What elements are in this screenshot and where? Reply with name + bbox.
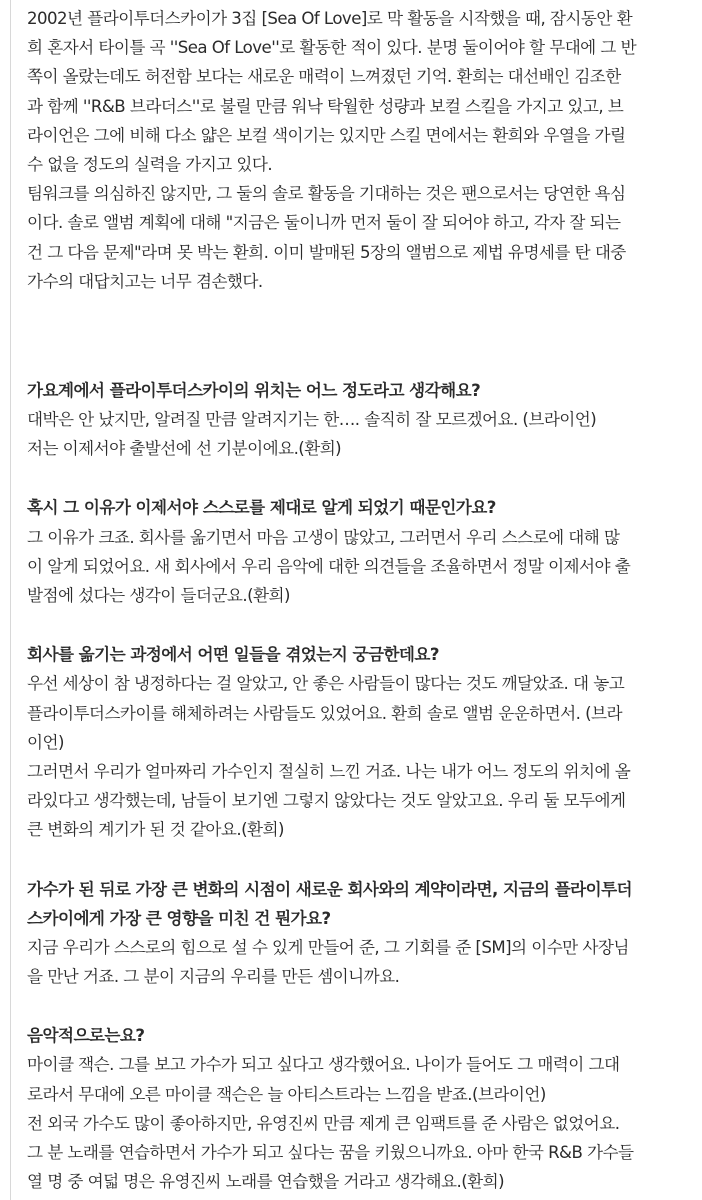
answer-line: 발점에 섰다는 생각이 들더군요.(환희) [27,586,290,605]
question-line: 회사를 옮기는 과정에서 어떤 일들을 겪었는지 궁금한데요? [27,645,439,665]
interview-question [27,875,699,933]
interview-question [27,1021,699,1050]
answer-line: 전 외국 가수도 많이 좋아하지만, 유영진씨 만큼 제게 큰 임팩트를 준 사람은 없었어요. [27,1113,620,1133]
interview-answer [27,1050,699,1196]
article-body [27,4,699,1196]
question-line: 음악적으로는요? [27,1026,145,1046]
interview-question [27,493,699,522]
qa-block-2 [27,493,699,610]
answer-line: 대박은 안 났지만, 알려질 만큼 알려지기는 한…. 솔직히 잘 모르겠어요. (브라이언) [27,410,597,430]
interview-question [27,640,699,669]
interview-answer [27,933,699,991]
answer-line: 그 분 노래를 연습하면서 가수가 되고 싶다는 꿈을 키웠으니까요. 아마 한국 R&B 가수들 [27,1143,634,1162]
left-margin-rule [10,0,11,1200]
answer-line: 마이클 잭슨. 그를 보고 가수가 되고 싶다고 생각했어요. 나이가 들어도 그 매력이 그대 [27,1055,620,1075]
intro-line: 라이언은 그에 비해 다소 얇은 보컬 색이기는 있지만 스킬 면에서는 환희와 우열을 가릴 [27,125,626,145]
interview-answer [27,669,699,844]
intro-line: 수 없을 정도의 실력을 가지고 있다. [27,154,273,174]
intro-line: 건 그 다음 문제"라며 못 박는 환희. 이미 발매된 5장의 앨범으로 제법 유명세를 탄 대중 [27,242,626,262]
interview-answer [27,405,699,463]
answer-line: 저는 이제서야 출발선에 선 기분이에요.(환희) [27,439,342,459]
answer-line: 플라이투더스카이를 해체하려는 사람들도 있었어요. 환희 솔로 앨범 운운하면서. (브라 [27,703,622,723]
answer-line: 이언) [27,732,64,752]
answer-line: 그 이유가 크죠. 회사를 옮기면서 마음 고생이 많았고, 그러면서 우리 스스로에 대해 많 [27,527,620,547]
qa-block-1 [27,376,699,464]
answer-line: 큰 변화의 계기가 된 것 같아요.(환희) [27,820,284,840]
intro-line: 팀워크를 의심하진 않지만, 그 둘의 솔로 활동을 기대하는 것은 팬으로서는 당연한 욕심 [27,184,626,204]
answer-line: 그러면서 우리가 얼마짜리 가수인지 절실히 느낀 거죠. 나는 내가 어느 정도의 위치에 올 [27,761,631,781]
answer-line: 이 알게 되었어요. 새 회사에서 우리 음악에 대한 의견들을 조율하면서 정말 이제서야 출 [27,556,631,576]
qa-block-3 [27,640,699,844]
intro-line: 이다. 솔로 앨범 계획에 대해 "지금은 둘이니까 먼저 둘이 잘 되어야 하고, 각자 잘 되는 [27,213,621,233]
intro-line: 희 혼자서 타이틀 곡 ''Sea Of Love''로 활동한 적이 있다. 분명 둘이어야 할 무대에 그 반 [27,38,637,58]
question-line: 가수가 된 뒤로 가장 큰 변화의 시점이 새로운 회사와의 계약이라면, 지금의 플라이투더 [27,879,633,899]
intro-line: 가수의 대답치고는 너무 겸손했다. [27,271,263,291]
intro-line: 쪽이 올랐는데도 허전함 보다는 새로운 매력이 느껴졌던 기억. 환희는 대선배인 김조한 [27,67,621,87]
answer-line: 열 명 중 여덟 명은 유영진씨 노래를 연습했을 거라고 생각해요.(환희) [27,1172,505,1192]
interview-answer [27,523,699,611]
intro-line: 과 함께 ''R&B 브라더스''로 불릴 만큼 워낙 탁월한 성량과 보컬 스킬을 가지고 있고, 브 [27,96,624,116]
question-line: 스카이에게 가장 큰 영향을 미친 건 뭔가요? [27,908,331,928]
answer-line: 을 만난 거죠. 그 분이 지금의 우리를 만든 셈이니까요. [27,967,400,987]
question-line: 혹시 그 이유가 이제서야 스스로를 제대로 알게 되었기 때문인가요? [27,498,496,518]
qa-block-5 [27,1021,699,1196]
qa-block-4 [27,875,699,992]
intro-paragraph [27,4,699,296]
interview-question [27,376,699,405]
question-line: 가요계에서 플라이투더스카이의 위치는 어느 정도라고 생각해요? [27,380,481,400]
answer-line: 로라서 무대에 오른 마이클 잭슨은 늘 아티스트라는 느낌을 받죠.(브라이언) [27,1084,546,1104]
answer-line: 지금 우리가 스스로의 힘으로 설 수 있게 만들어 준, 그 기회를 준 [SM]의 이수만 사장님 [27,937,629,957]
answer-line: 라있다고 생각했는데, 남들이 보기엔 그렇지 않았다는 것도 알았고요. 우리 둘 모두에게 [27,791,626,811]
intro-line: 2002년 플라이투더스카이가 3집 [Sea Of Love]로 막 활동을 시작했을 때, 잠시동안 환 [27,9,633,28]
answer-line: 우선 세상이 참 냉정하다는 걸 알았고, 안 좋은 사람들이 많다는 것도 깨달았죠. 대 놓고 [27,674,625,694]
